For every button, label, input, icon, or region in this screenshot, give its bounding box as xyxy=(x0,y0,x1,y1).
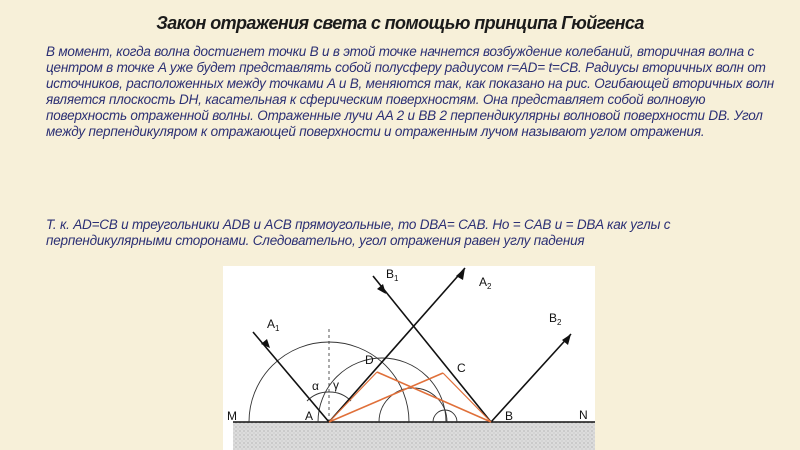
label-a2: $A_2$ xyxy=(479,275,492,291)
reflecting-surface xyxy=(233,422,595,450)
label-m: M xyxy=(227,409,237,423)
reflected-ray-b2 xyxy=(491,334,571,422)
label-point-b: B xyxy=(505,409,514,423)
reflection-diagram-svg xyxy=(223,266,595,450)
arrow-b1-icon xyxy=(377,284,386,294)
label-b1: $B_1$ xyxy=(386,267,399,283)
wavefront-ac xyxy=(329,373,443,422)
label-c: C xyxy=(457,361,466,375)
conclusion-paragraph: Т. к. AD=CB и треугольники ADB и ACB прямоугольные, то DBA= CAB. Но = CAB и = DBA как углы с перпендикулярными сторонами. Следовательно, угол отражения равен углу падения xyxy=(46,217,671,248)
reflection-diagram xyxy=(223,266,595,450)
incident-ray-b1 xyxy=(373,276,491,422)
wavefront-cb xyxy=(443,373,491,422)
secondary-wave-arc-mid2 xyxy=(379,388,447,422)
label-n: N xyxy=(579,408,588,422)
label-point-a: A xyxy=(305,409,314,423)
slide-title: Закон отражения света с помощью принципа Гюйгенса xyxy=(156,13,644,33)
wavefront-db xyxy=(377,372,491,422)
label-b2: $B_2$ xyxy=(549,311,562,327)
label-a1: $A_1$ xyxy=(267,317,280,333)
label-d: D xyxy=(365,353,374,367)
explanation-paragraph: В момент, когда волна достигнет точки B и в этой точке начнется возбуждение колебаний, вторичная волна с центром в точке A уже будет представлять собой полусферу радиусом r=AD= t=CB. Радиусы вторичных волн от источников, расположенных между точками A и B, меняются так, как показано на рис. Огибающей вторичных волн является плоскость DH, касательная к сферическим поверхностям. Она представляет собой волновую поверхность отраженной волны. Отраженные лучи AA 2 и BB 2 перпендикулярны волновой поверхности DB. Угол между перпендикуляром к отражающей поверхности и отраженным лучом называют углом отражения. xyxy=(46,44,775,139)
label-gamma: γ xyxy=(333,378,339,392)
label-alpha: α xyxy=(312,379,319,393)
arrow-a2-icon xyxy=(456,268,465,280)
